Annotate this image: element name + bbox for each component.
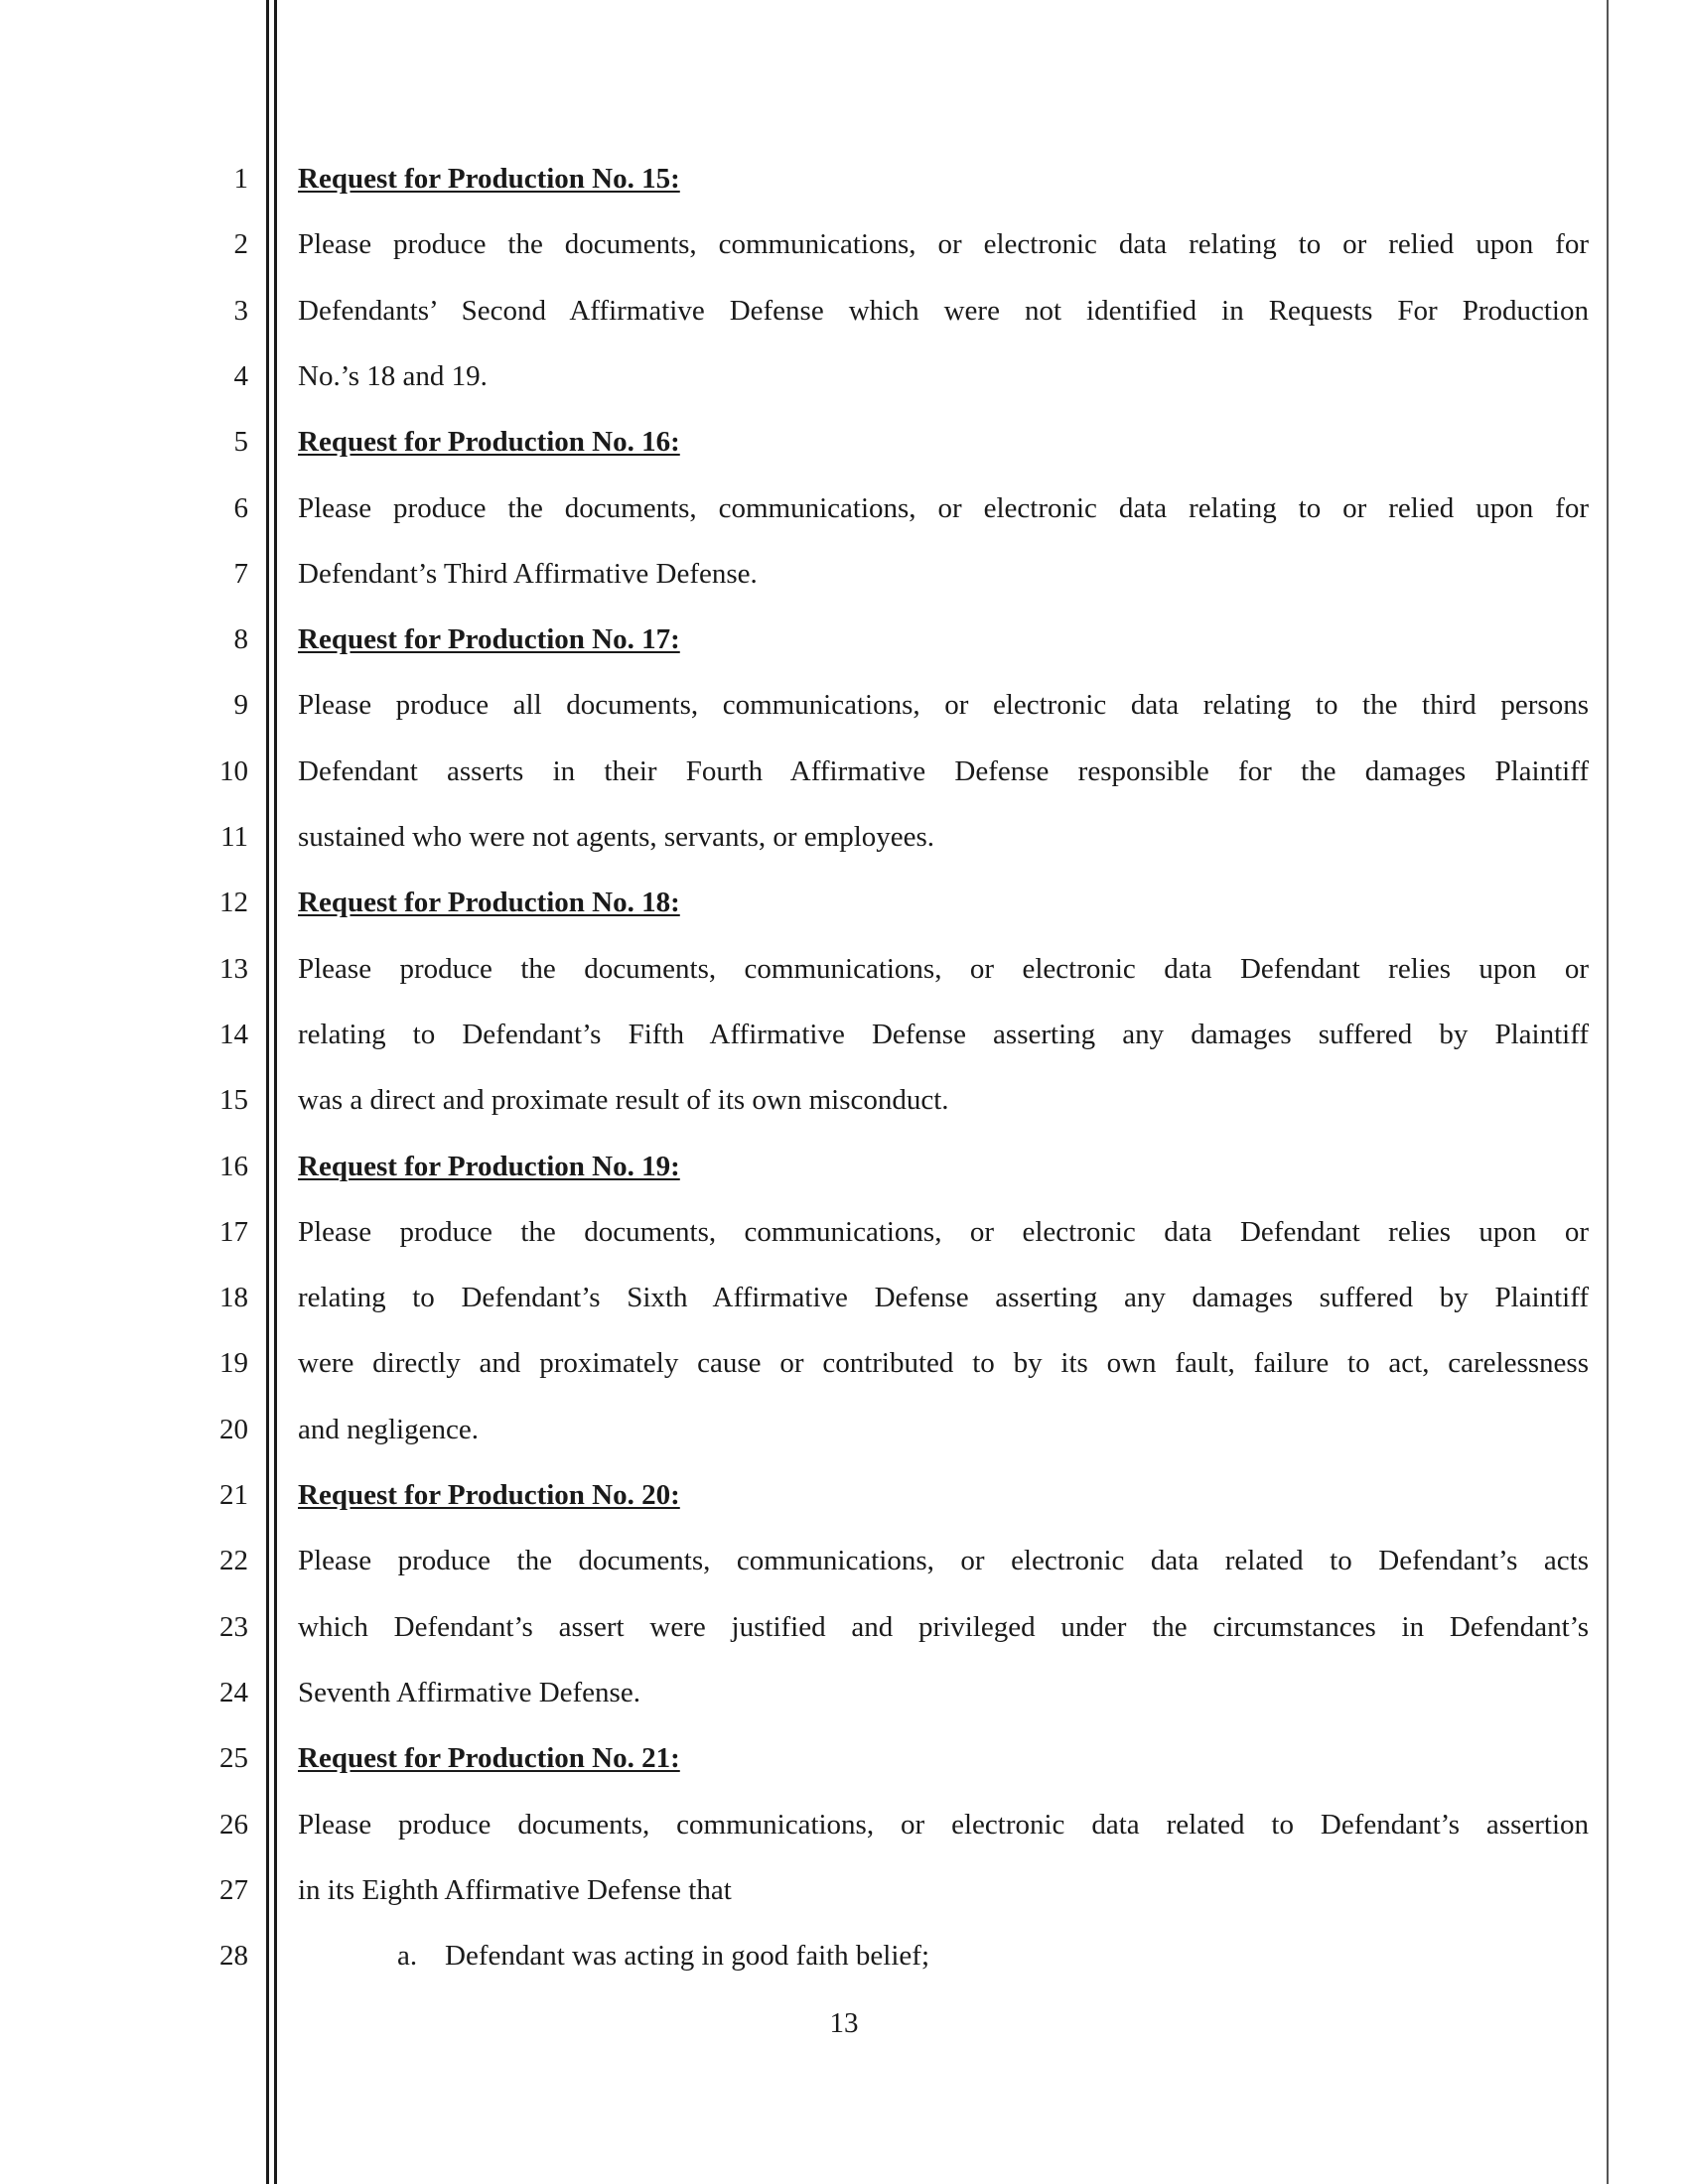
line-number: 15	[219, 1084, 248, 1117]
body-text-line: Please produce the documents, communications, or electronic data Defendant relies upon or	[298, 952, 1589, 985]
request-heading: Request for Production No. 16:	[298, 426, 680, 459]
body-text-line: Please produce the documents, communications, or electronic data Defendant relies upon or	[298, 1215, 1589, 1248]
line-number: 8	[233, 623, 248, 656]
line-number: 16	[219, 1150, 248, 1182]
body-text-line: Defendants’ Second Affirmative Defense which were not identified in Requests For Production	[298, 294, 1589, 327]
body-text-line: Please produce the documents, communications, or electronic data relating to or relied upon for	[298, 491, 1589, 524]
line-number: 3	[233, 294, 248, 327]
request-heading: Request for Production No. 17:	[298, 623, 680, 656]
body-text-line: was a direct and proximate result of its own misconduct.	[298, 1084, 949, 1117]
line-number: 27	[219, 1873, 248, 1906]
body-text-line: Seventh Affirmative Defense.	[298, 1676, 640, 1708]
line-number: 10	[219, 754, 248, 787]
line-number: 11	[220, 821, 248, 853]
body-text-line: Defendant’s Third Affirmative Defense.	[298, 557, 758, 590]
line-number: 9	[233, 689, 248, 722]
body-text-line: in its Eighth Affirmative Defense that	[298, 1873, 732, 1906]
line-number: 23	[219, 1610, 248, 1643]
left-margin-rule-inner	[274, 0, 277, 2184]
line-number: 28	[219, 1940, 248, 1973]
line-number: 19	[219, 1347, 248, 1380]
body-text-line: relating to Defendant’s Fifth Affirmative Defense asserting any damages suffered by Plaintiff	[298, 1018, 1589, 1050]
line-number: 24	[219, 1676, 248, 1708]
body-text-line: sustained who were not agents, servants, or employees.	[298, 821, 935, 853]
line-number: 5	[233, 426, 248, 459]
line-number: 20	[219, 1413, 248, 1445]
request-heading: Request for Production No. 21:	[298, 1742, 680, 1775]
line-number: 7	[233, 557, 248, 590]
line-number: 25	[219, 1742, 248, 1775]
body-text-line: No.’s 18 and 19.	[298, 359, 488, 392]
line-number: 26	[219, 1808, 248, 1841]
line-number: 13	[219, 952, 248, 985]
body-text-line: which Defendant’s assert were justified and privileged under the circumstances in Defendant’s	[298, 1610, 1589, 1643]
list-item-text: Defendant was acting in good faith belief;	[445, 1940, 930, 1973]
line-number: 21	[219, 1479, 248, 1511]
left-margin-rule-outer	[266, 0, 269, 2184]
line-number: 14	[219, 1018, 248, 1050]
line-number: 6	[233, 491, 248, 524]
body-text-line: were directly and proximately cause or contributed to by its own fault, failure to act, carelessness	[298, 1347, 1589, 1380]
list-item	[397, 1936, 1589, 1976]
body-text-line: Please produce the documents, communications, or electronic data relating to or relied upon for	[298, 228, 1589, 261]
list-marker: a.	[397, 1940, 418, 1973]
body-text-line: and negligence.	[298, 1413, 479, 1445]
body-text-line: Defendant asserts in their Fourth Affirmative Defense responsible for the damages Plaintiff	[298, 754, 1589, 787]
page-number: 13	[829, 2007, 859, 2039]
request-heading: Request for Production No. 19:	[298, 1150, 680, 1182]
body-text-line: relating to Defendant’s Sixth Affirmative Defense asserting any damages suffered by Plaintiff	[298, 1282, 1589, 1314]
right-margin-rule	[1607, 0, 1609, 2184]
request-heading: Request for Production No. 18:	[298, 887, 680, 919]
line-number: 4	[233, 359, 248, 392]
line-number: 17	[219, 1215, 248, 1248]
line-number: 12	[219, 887, 248, 919]
body-text-line: Please produce the documents, communications, or electronic data related to Defendant’s acts	[298, 1545, 1589, 1577]
body-text-line: Please produce all documents, communications, or electronic data relating to the third persons	[298, 689, 1589, 722]
line-number: 18	[219, 1282, 248, 1314]
body-text-line: Please produce documents, communications, or electronic data related to Defendant’s assertion	[298, 1808, 1589, 1841]
request-heading: Request for Production No. 15:	[298, 163, 680, 195]
request-heading: Request for Production No. 20:	[298, 1479, 680, 1511]
line-number: 1	[233, 163, 248, 195]
line-number: 22	[219, 1545, 248, 1577]
line-number: 2	[233, 228, 248, 261]
